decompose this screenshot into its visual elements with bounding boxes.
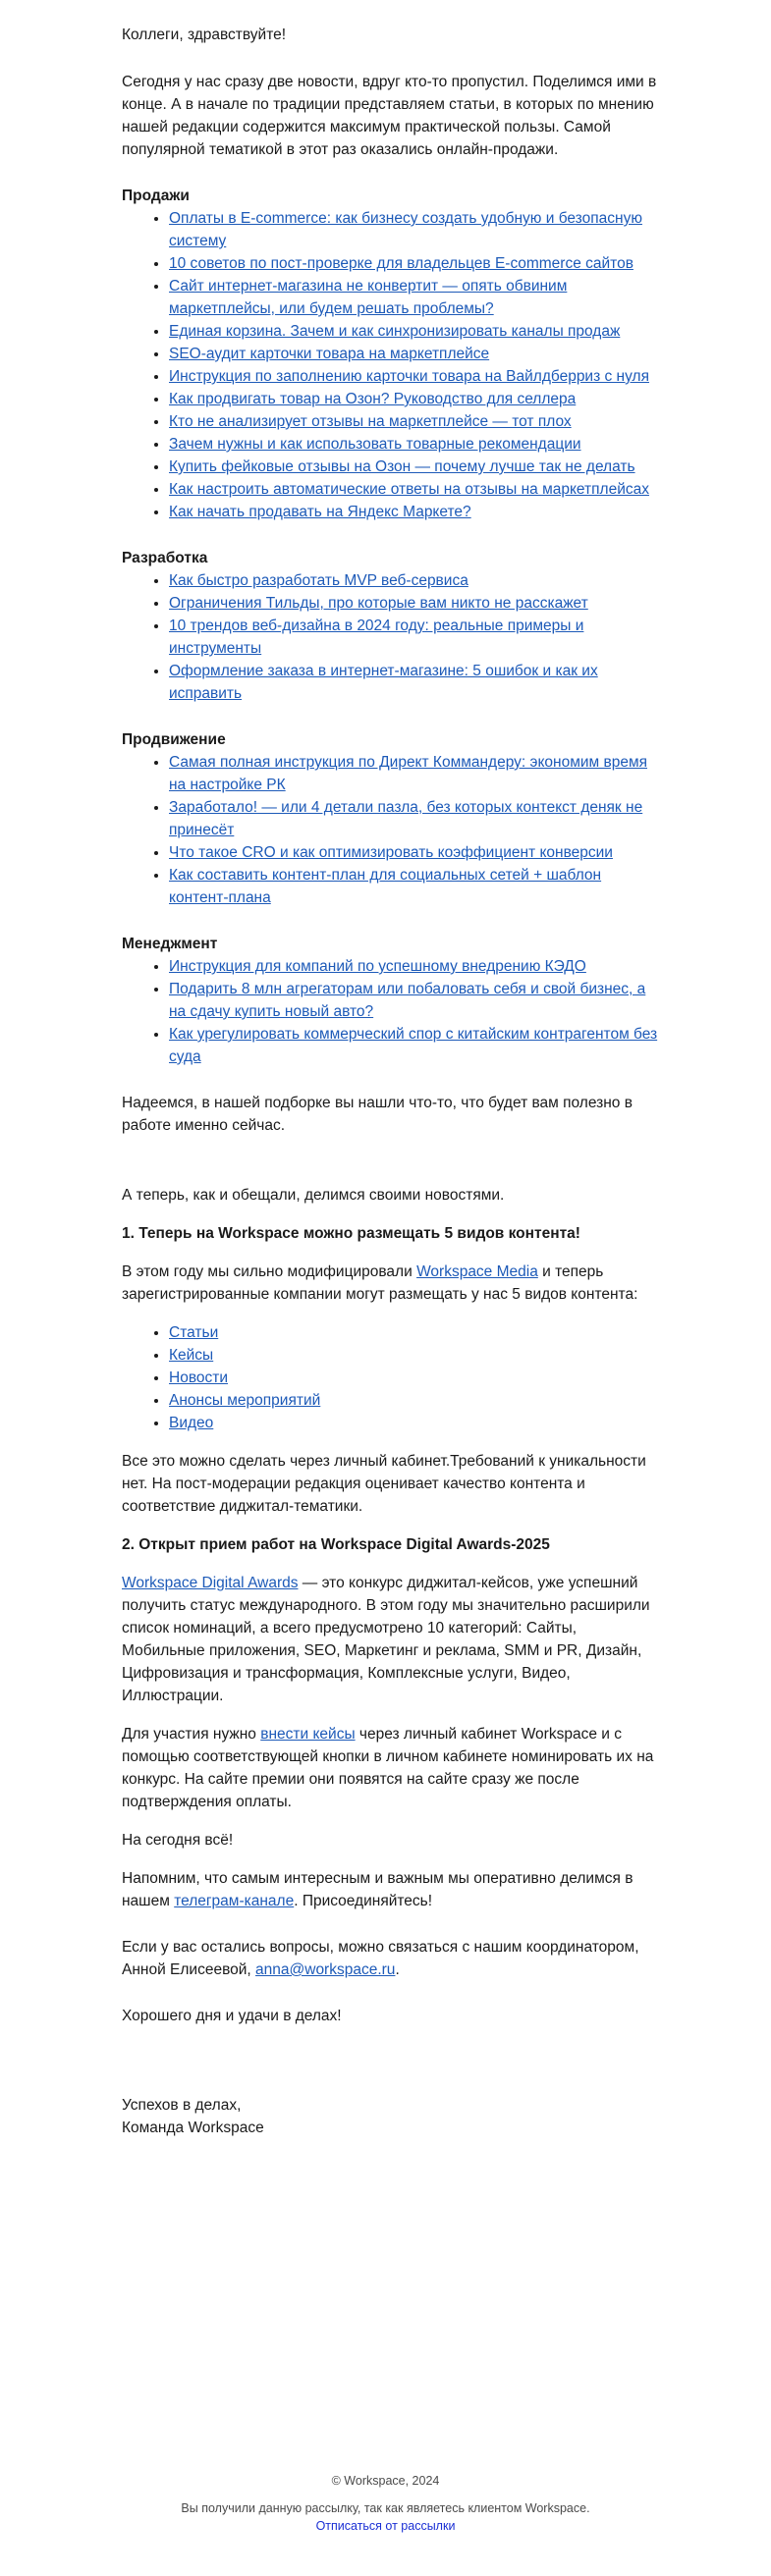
- content-type-link[interactable]: Видео: [169, 1415, 214, 1431]
- list-item: [169, 456, 660, 478]
- all-today: На сегодня всё!: [122, 1832, 234, 1849]
- article-link[interactable]: SEO-аудит карточки товара на маркетплейсе: [169, 346, 490, 362]
- section-title: Разработка: [122, 550, 208, 566]
- article-list: [122, 569, 660, 705]
- article-link[interactable]: Оформление заказа в интернет-магазине: 5 ошибок и как их исправить: [169, 663, 598, 702]
- email-body: [122, 18, 660, 2139]
- list-item: [169, 1344, 660, 1367]
- article-list: [122, 751, 660, 909]
- email-footer: [0, 2472, 771, 2535]
- list-item: [169, 365, 660, 388]
- content-type-link[interactable]: Новости: [169, 1369, 229, 1386]
- article-link[interactable]: Оплаты в E-commerce: как бизнесу создать удобную и безопасную систему: [169, 210, 642, 249]
- list-item: [169, 660, 660, 705]
- article-link[interactable]: Как урегулировать коммерческий спор с китайским контрагентом без суда: [169, 1026, 658, 1065]
- article-link[interactable]: Купить фейковые отзывы на Озон — почему лучше так не делать: [169, 458, 635, 475]
- footer-copyright: © Workspace, 2024: [331, 2474, 440, 2488]
- remind-text: Напомним, что самым интересным и важным мы оперативно делимся в нашем: [122, 1870, 633, 1909]
- list-item: [169, 320, 660, 343]
- list-item: [169, 207, 660, 252]
- hope-paragraph: Надеемся, в нашей подборке вы нашли что-то, что будет вам полезно в работе именно сейчас.: [122, 1095, 633, 1134]
- signoff-team: Команда Workspace: [122, 2120, 264, 2136]
- list-item: [169, 615, 660, 660]
- article-link[interactable]: Ограничения Тильды, про которые вам никто не расскажет: [169, 595, 588, 612]
- article-link[interactable]: Заработало! — или 4 детали пазла, без которых контекст деняк не принесёт: [169, 799, 643, 838]
- submit-cases-link[interactable]: внести кейсы: [260, 1726, 356, 1743]
- news-heading: 1. Теперь на Workspace можно размещать 5 видов контента!: [122, 1225, 580, 1242]
- greeting: Коллеги, здравствуйте!: [122, 27, 287, 43]
- article-link[interactable]: Единая корзина. Зачем и как синхронизировать каналы продаж: [169, 323, 621, 340]
- news-text: через личный кабинет Workspace и с помощью соответствующей кнопки в личном кабинете номинировать их на конкурс. На сайте премии они появятся на сайте сразу же после подтверждения оплаты.: [122, 1726, 654, 1810]
- questions-text: Если у вас остались вопросы, можно связаться с нашим координатором, Анной Елисеевой,: [122, 1939, 639, 1978]
- list-item: [169, 1367, 660, 1389]
- questions-text: .: [395, 1961, 400, 1978]
- article-link[interactable]: Что такое CRO и как оптимизировать коэффициент конверсии: [169, 844, 613, 861]
- list-item: [169, 1389, 660, 1412]
- article-link[interactable]: 10 советов по пост-проверке для владельцев E-commerce сайтов: [169, 255, 633, 272]
- content-types-list: [122, 1321, 660, 1434]
- content-type-link[interactable]: Кейсы: [169, 1347, 214, 1364]
- list-item: [169, 410, 660, 433]
- signoff-line: Успехов в делах,: [122, 2097, 242, 2114]
- list-item: [169, 978, 660, 1023]
- list-item: [169, 252, 660, 275]
- section-promotion: [122, 728, 660, 909]
- footer-unsubscribe-wrap: [0, 2517, 771, 2535]
- list-item: [169, 569, 660, 592]
- news-heading: 2. Открыт прием работ на Workspace Digital Awards-2025: [122, 1536, 550, 1553]
- telegram-channel-link[interactable]: телеграм-канале: [174, 1893, 295, 1909]
- list-item: [169, 796, 660, 841]
- article-link[interactable]: Зачем нужны и как использовать товарные рекомендации: [169, 436, 581, 453]
- news-text: Для участия нужно: [122, 1726, 261, 1743]
- footer-note: Вы получили данную рассылку, так как являетесь клиентом Workspace.: [181, 2501, 590, 2515]
- digital-awards-link[interactable]: Workspace Digital Awards: [122, 1575, 299, 1591]
- article-link[interactable]: Инструкция для компаний по успешному внедрению КЭДО: [169, 958, 586, 975]
- list-item: [169, 433, 660, 456]
- list-item: [169, 1023, 660, 1068]
- article-list: [122, 955, 660, 1068]
- news-text: В этом году мы сильно модифицировали: [122, 1263, 417, 1280]
- article-list: [122, 207, 660, 523]
- intro-paragraph: Сегодня у нас сразу две новости, вдруг кто-то пропустил. Поделимся ими в конце. А в начале по традиции представляем статьи, в которых по мнению нашей редакции содержится максимум практической пользы. Самой популярной тематикой в этот раз оказались онлайн-продажи.: [122, 74, 657, 158]
- news-paragraph: Все это можно сделать через личный кабинет.Требований к уникальности нет. На пост-модерации редакция оценивает качество контента и соответствие диджитал-тематики.: [122, 1453, 646, 1515]
- news-text: — это конкурс диджитал-кейсов, уже успешний получить статус международного. В этом году мы значительно расширили список номинаций, а всего предусмотрено 10 категорий: Сайты, Мобильные приложения, SEO, Маркетинг и реклама, SMM и PR, Дизайн, Цифровизация и трансформация, Комплексные услуги, Видео, Иллюстрации.: [122, 1575, 650, 1704]
- article-link[interactable]: Как продвигать товар на Озон? Руководство для селлера: [169, 391, 577, 407]
- list-item: [169, 343, 660, 365]
- unsubscribe-link[interactable]: Отписаться от рассылки: [315, 2519, 456, 2533]
- section-management: [122, 933, 660, 1068]
- list-item: [169, 275, 660, 320]
- news-intro: А теперь, как и обещали, делимся своими новостями.: [122, 1187, 505, 1204]
- list-item: [169, 478, 660, 501]
- list-item: [169, 864, 660, 909]
- signoff: [122, 2094, 660, 2139]
- telegram-paragraph: [122, 1867, 660, 1912]
- article-link[interactable]: Сайт интернет-магазина не конвертит — опять обвиним маркетплейсы, или будем решать проблемы?: [169, 278, 568, 317]
- list-item: [169, 592, 660, 615]
- news-paragraph: [122, 1572, 660, 1707]
- article-link[interactable]: 10 трендов веб-дизайна в 2024 году: реальные примеры и инструменты: [169, 617, 584, 657]
- list-item: [169, 388, 660, 410]
- good-day: Хорошего дня и удачи в делах!: [122, 2008, 342, 2024]
- section-title: Продажи: [122, 188, 190, 204]
- coordinator-email-link[interactable]: anna@workspace.ru: [255, 1961, 396, 1978]
- section-sales: [122, 185, 660, 523]
- news-paragraph: [122, 1261, 660, 1306]
- workspace-media-link[interactable]: Workspace Media: [416, 1263, 538, 1280]
- article-link[interactable]: Кто не анализирует отзывы на маркетплейсе — тот плох: [169, 413, 572, 430]
- questions-paragraph: [122, 1936, 660, 1981]
- list-item: [169, 1321, 660, 1344]
- list-item: [169, 501, 660, 523]
- news-text: и теперь зарегистрированные компании могут размещать у нас 5 видов контента:: [122, 1263, 638, 1303]
- content-type-link[interactable]: Статьи: [169, 1324, 219, 1341]
- article-link[interactable]: Самая полная инструкция по Директ Коммандеру: экономим время на настройке РК: [169, 754, 648, 793]
- remind-text: . Присоединяйтесь!: [294, 1893, 433, 1909]
- section-development: [122, 547, 660, 705]
- article-link[interactable]: Как быстро разработать MVP веб-сервиса: [169, 572, 468, 589]
- article-link[interactable]: Инструкция по заполнению карточки товара на Вайлдберриз с нуля: [169, 368, 649, 385]
- news-paragraph: [122, 1723, 660, 1813]
- list-item: [169, 1412, 660, 1434]
- list-item: [169, 955, 660, 978]
- content-type-link[interactable]: Анонсы мероприятий: [169, 1392, 321, 1409]
- article-link[interactable]: Как настроить автоматические ответы на отзывы на маркетплейсах: [169, 481, 649, 498]
- article-link[interactable]: Как составить контент-план для социальных сетей + шаблон контент-плана: [169, 867, 602, 906]
- article-link[interactable]: Подарить 8 млн агрегаторам или побаловать себя и свой бизнес, а на сдачу купить новый авто?: [169, 981, 646, 1020]
- list-item: [169, 841, 660, 864]
- section-title: Продвижение: [122, 731, 226, 748]
- list-item: [169, 751, 660, 796]
- article-link[interactable]: Как начать продавать на Яндекс Маркете?: [169, 504, 471, 520]
- section-title: Менеджмент: [122, 936, 218, 952]
